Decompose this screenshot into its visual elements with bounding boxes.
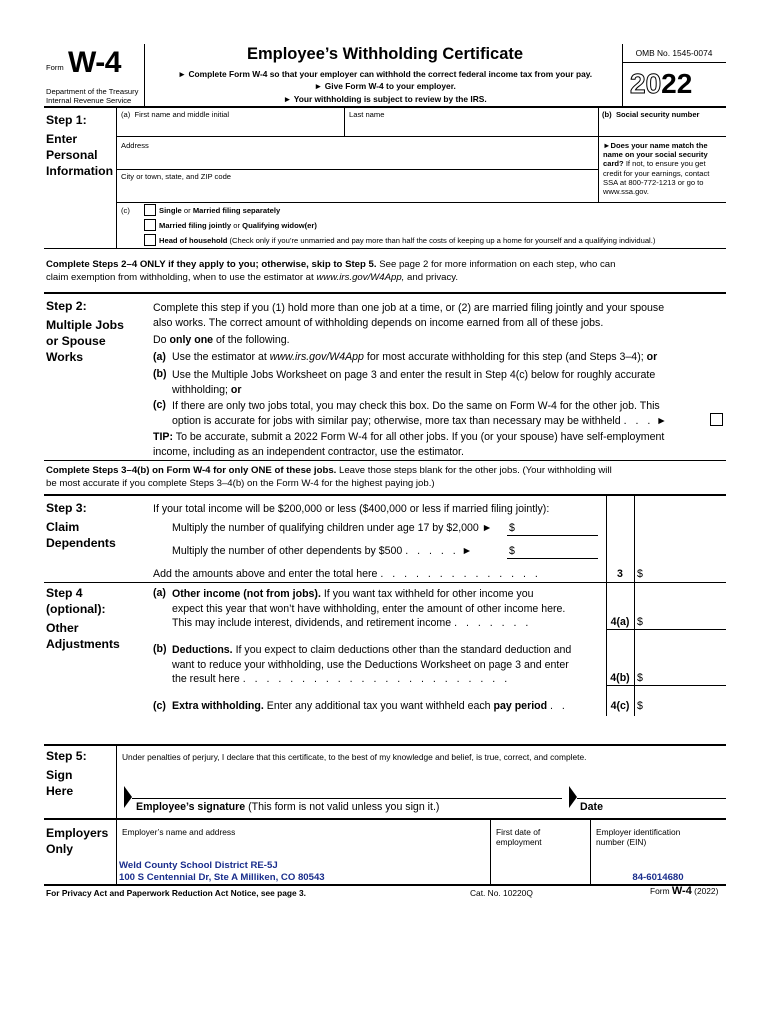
- line-3-dollar: $: [637, 568, 643, 580]
- line-4c-dollar: $: [637, 700, 643, 712]
- step2-title-1: Multiple Jobs: [46, 318, 124, 332]
- head-of-household-checkbox[interactable]: [144, 234, 156, 246]
- department: Department of the Treasury: [46, 87, 139, 96]
- step4b-text: Deductions. If you expect to claim deductions other than the standard deduction and want to reduce your withholding, use the Deductions Worksheet on page 3 and enter the result here . . . . . . . . . . . . . . . . . . . . . . .: [172, 644, 572, 685]
- ssn-note: ►Does your name match the name on your social security card? If not, to ensure you get credit for your earnings, contact SSA at 800-772-1213 or go to www.ssa.gov.: [603, 141, 710, 197]
- step2-a-label: (a): [153, 351, 166, 363]
- step4c-text: Extra withholding. Enter any additional tax you want withheld each pay period . .: [172, 700, 568, 712]
- step2-heading: Step 2:: [46, 299, 87, 313]
- step4-title-3: Adjustments: [46, 637, 120, 651]
- step1-heading: Step 1:: [46, 113, 87, 127]
- single-checkbox[interactable]: [144, 204, 156, 216]
- employer-address-value[interactable]: 100 S Centennial Dr, Ste A Milliken, CO 80543: [119, 872, 325, 883]
- step4-heading: Step 4: [46, 586, 83, 600]
- employers-title-1: Employers: [46, 826, 109, 840]
- children-amount-input[interactable]: [518, 520, 598, 534]
- step4a-text: Other income (not from jobs). If you want tax withheld for other income you expect this year that won’t have withholding, enter the amount of other income here. This may include interest, dividends, and retirement income . . . . . . .: [172, 588, 566, 629]
- line-4b-box: 4(b): [610, 672, 630, 684]
- line-4c-box: 4(c): [610, 700, 630, 712]
- omb-number: OMB No. 1545-0074: [635, 48, 713, 58]
- instruction-2: ► Give Form W-4 to your employer.: [314, 81, 456, 91]
- step2-a-text: Use the estimator at www.irs.gov/W4App for most accurate withholding for this step (and Steps 3–4); or: [172, 351, 658, 363]
- step2-title-2: or Spouse: [46, 334, 106, 348]
- step3-other-dollar: $: [509, 545, 515, 557]
- form-label: Form: [46, 63, 64, 72]
- step3-children-line: Multiply the number of qualifying children under age 17 by $2,000 ►: [172, 522, 493, 534]
- date-arrow-icon: [569, 786, 577, 808]
- step3-total-line: Add the amounts above and enter the total here . . . . . . . . . . . . . .: [153, 568, 541, 580]
- step2-only-one: Do only one of the following.: [153, 334, 290, 346]
- first-name-label: (a) First name and middle initial: [121, 110, 230, 119]
- first-name-input[interactable]: [118, 119, 343, 135]
- first-date-input[interactable]: [492, 856, 588, 882]
- filing-status-label: (c): [121, 206, 130, 215]
- step2-b-text: Use the Multiple Jobs Worksheet on page 3 and enter the result in Step 4(c) below for roughly accurate withholding; or: [172, 369, 656, 396]
- ssn-input[interactable]: [600, 119, 725, 135]
- date-label: Date: [580, 801, 603, 813]
- line-4c-input[interactable]: [645, 698, 725, 712]
- single-option-label: Single or Married filing separately: [159, 206, 281, 215]
- city-label: City or town, state, and ZIP code: [121, 172, 232, 181]
- line-3-input[interactable]: [645, 566, 725, 580]
- signature-arrow-icon: [124, 786, 132, 808]
- employers-title-2: Only: [46, 842, 74, 856]
- hoh-option-label: Head of household (Check only if you’re unmarried and pay more than half the costs of keeping up a home for yourself and a qualifying individual.): [159, 236, 656, 245]
- perjury-statement: Under penalties of perjury, I declare that this certificate, to the best of my knowledge and belief, is true, correct, and complete.: [122, 752, 587, 762]
- footer-form-id: Form W-4 (2022): [650, 885, 719, 897]
- step2-intro: Complete this step if you (1) hold more than one job at a time, or (2) are married filing jointly and your spouse also works. The correct amount of withholding depends on income earned from all of these jobs.: [153, 302, 665, 329]
- privacy-notice: For Privacy Act and Paperwork Reduction Act Notice, see page 3.: [46, 888, 307, 898]
- step4-title-1: (optional):: [46, 602, 106, 616]
- agency: Internal Revenue Service: [46, 96, 132, 105]
- married-jointly-checkbox[interactable]: [144, 219, 156, 231]
- step2-title-3: Works: [46, 350, 84, 364]
- last-name-label: Last name: [349, 110, 385, 119]
- step3-intro: If your total income will be $200,000 or less ($400,000 or less if married filing jointly):: [153, 503, 550, 515]
- notice-steps-2-4: Complete Steps 2–4 ONLY if they apply to you; otherwise, skip to Step 5. See page 2 for more information on each step, who can claim exemption from withholding, when to use the estimator at www.irs.gov/W4App, and privacy.: [46, 259, 616, 283]
- last-name-input[interactable]: [345, 119, 597, 135]
- signature-field[interactable]: [134, 780, 560, 798]
- tax-year: 2022: [630, 68, 693, 99]
- step5-title-1: Sign: [46, 768, 73, 782]
- notice-steps-3-4b: Complete Steps 3–4(b) on Form W-4 for only ONE of these jobs. Leave those steps blank for the other jobs. (Your withholding will be most accurate if you complete Steps 3–4(b) on the Form W-4 for the highest paying job.): [46, 465, 612, 489]
- step3-children-dollar: $: [509, 522, 515, 534]
- ein-value[interactable]: 84-6014680: [632, 872, 684, 883]
- married-option-label: Married filing jointly or Qualifying widow(er): [159, 221, 317, 230]
- step5-title-2: Here: [46, 784, 74, 798]
- line-3-box: 3: [617, 568, 623, 580]
- first-date-label: First date of employment: [496, 827, 542, 847]
- step2-tip: TIP: To be accurate, submit a 2022 Form W-4 for all other jobs. If you (or your spouse) have self-employment income, including as an independent contractor, use the estimator.: [153, 431, 665, 458]
- ssn-label: (b) Social security number: [602, 110, 700, 119]
- form-name: W-4: [68, 46, 121, 79]
- line-4a-dollar: $: [637, 616, 643, 628]
- date-field[interactable]: [579, 780, 724, 798]
- signature-label: Employee’s signature (This form is not valid unless you sign it.): [136, 801, 440, 813]
- step3-heading: Step 3:: [46, 501, 87, 515]
- instruction-1: ► Complete Form W-4 so that your employer can withhold the correct federal income tax from your pay.: [177, 69, 593, 79]
- step4b-label: (b): [153, 643, 167, 655]
- two-jobs-checkbox[interactable]: [710, 413, 723, 426]
- step1-title-3: Information: [46, 164, 114, 178]
- ein-label: Employer identification number (EIN): [596, 827, 681, 847]
- other-dependents-input[interactable]: [518, 543, 598, 557]
- employer-name-label: Employer’s name and address: [122, 827, 236, 837]
- step3-title-2: Dependents: [46, 536, 116, 550]
- step4-title-2: Other: [46, 621, 79, 635]
- address-label: Address: [121, 141, 149, 150]
- form-title: Employee’s Withholding Certificate: [246, 45, 524, 63]
- line-4b-dollar: $: [637, 672, 643, 684]
- instruction-3: ► Your withholding is subject to review by the IRS.: [283, 94, 487, 104]
- step5-heading: Step 5:: [46, 749, 87, 763]
- employer-name-value[interactable]: Weld County School District RE-5J: [119, 860, 278, 871]
- step2-c-text: If there are only two jobs total, you may check this box. Do the same on Form W-4 for the other job. This option is accurate for jobs with similar pay; otherwise, more tax than necessary may be withheld . . . ►: [172, 400, 667, 427]
- line-4a-input[interactable]: [645, 614, 725, 628]
- step3-other-line: Multiply the number of other dependents by $500 . . . . . ►: [172, 545, 473, 557]
- step2-c-label: (c): [153, 399, 166, 411]
- step3-title-1: Claim: [46, 520, 80, 534]
- step1-title-1: Enter: [46, 132, 78, 146]
- catalog-number: Cat. No. 10220Q: [470, 888, 533, 898]
- step4a-label: (a): [153, 587, 166, 599]
- city-input[interactable]: [118, 182, 596, 200]
- step4c-label: (c): [153, 700, 166, 712]
- step2-b-label: (b): [153, 368, 167, 380]
- step1-title-2: Personal: [46, 148, 98, 162]
- line-4b-input[interactable]: [645, 670, 725, 684]
- line-4a-box: 4(a): [610, 616, 630, 628]
- address-input[interactable]: [118, 151, 596, 167]
